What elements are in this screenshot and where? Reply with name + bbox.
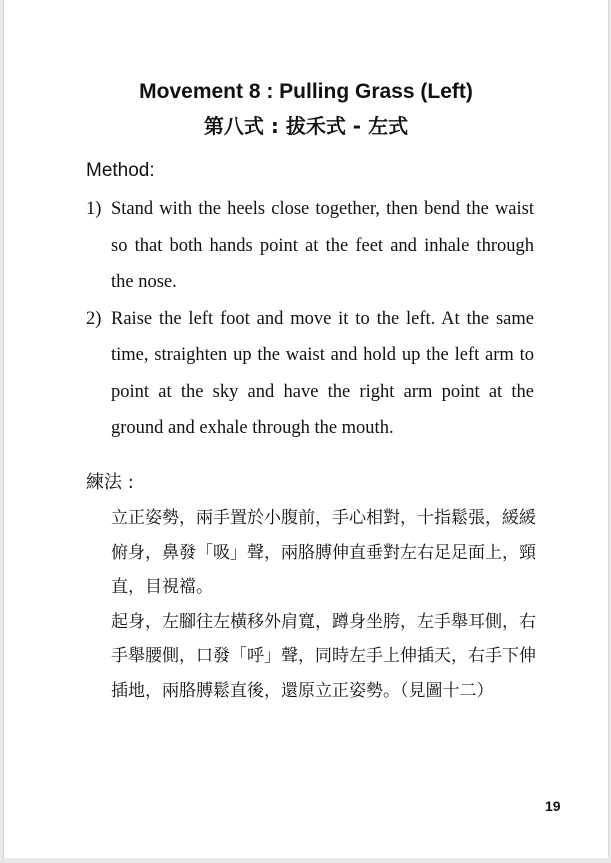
chinese-method-heading: 練法 : <box>86 472 134 493</box>
step-item <box>86 191 534 301</box>
method-steps <box>86 191 534 447</box>
chinese-method-text <box>111 501 537 708</box>
method-heading: Method: <box>86 160 155 181</box>
title-chinese: 第八式 : 拔禾式 - 左式 <box>203 114 409 138</box>
chinese-paragraph: 起身，左腳往左橫移外肩寬，蹲身坐胯，左手舉耳側，右手舉腰側，口發「呼」聲，同時左手上伸插天，右手下伸插地，兩胳膊鬆直後，還原立正姿勢。（見圖十二） <box>111 611 536 701</box>
title-english: Movement 8 : Pulling Grass (Left) <box>139 80 473 103</box>
document-page <box>3 0 609 858</box>
chinese-paragraph: 立正姿勢，兩手置於小腹前，手心相對，十指鬆張，緩緩俯身，鼻發「吸」聲，兩胳膊伸直垂對左右足足面上，頸直，目視襠。 <box>111 508 536 597</box>
page-number: 19 <box>545 798 561 814</box>
step-text: Raise the left foot and move it to the left. At the same time, straighten up the waist and hold up the left arm to point at the sky and have the right arm point at the ground and exhale through the mouth. <box>111 308 534 438</box>
step-item <box>86 301 534 447</box>
step-number: 1) <box>86 199 102 219</box>
step-number: 2) <box>86 308 102 329</box>
step-text: Stand with the heels close together, then bend the waist so that both hands point at the feet and inhale through the nose. <box>111 199 534 292</box>
